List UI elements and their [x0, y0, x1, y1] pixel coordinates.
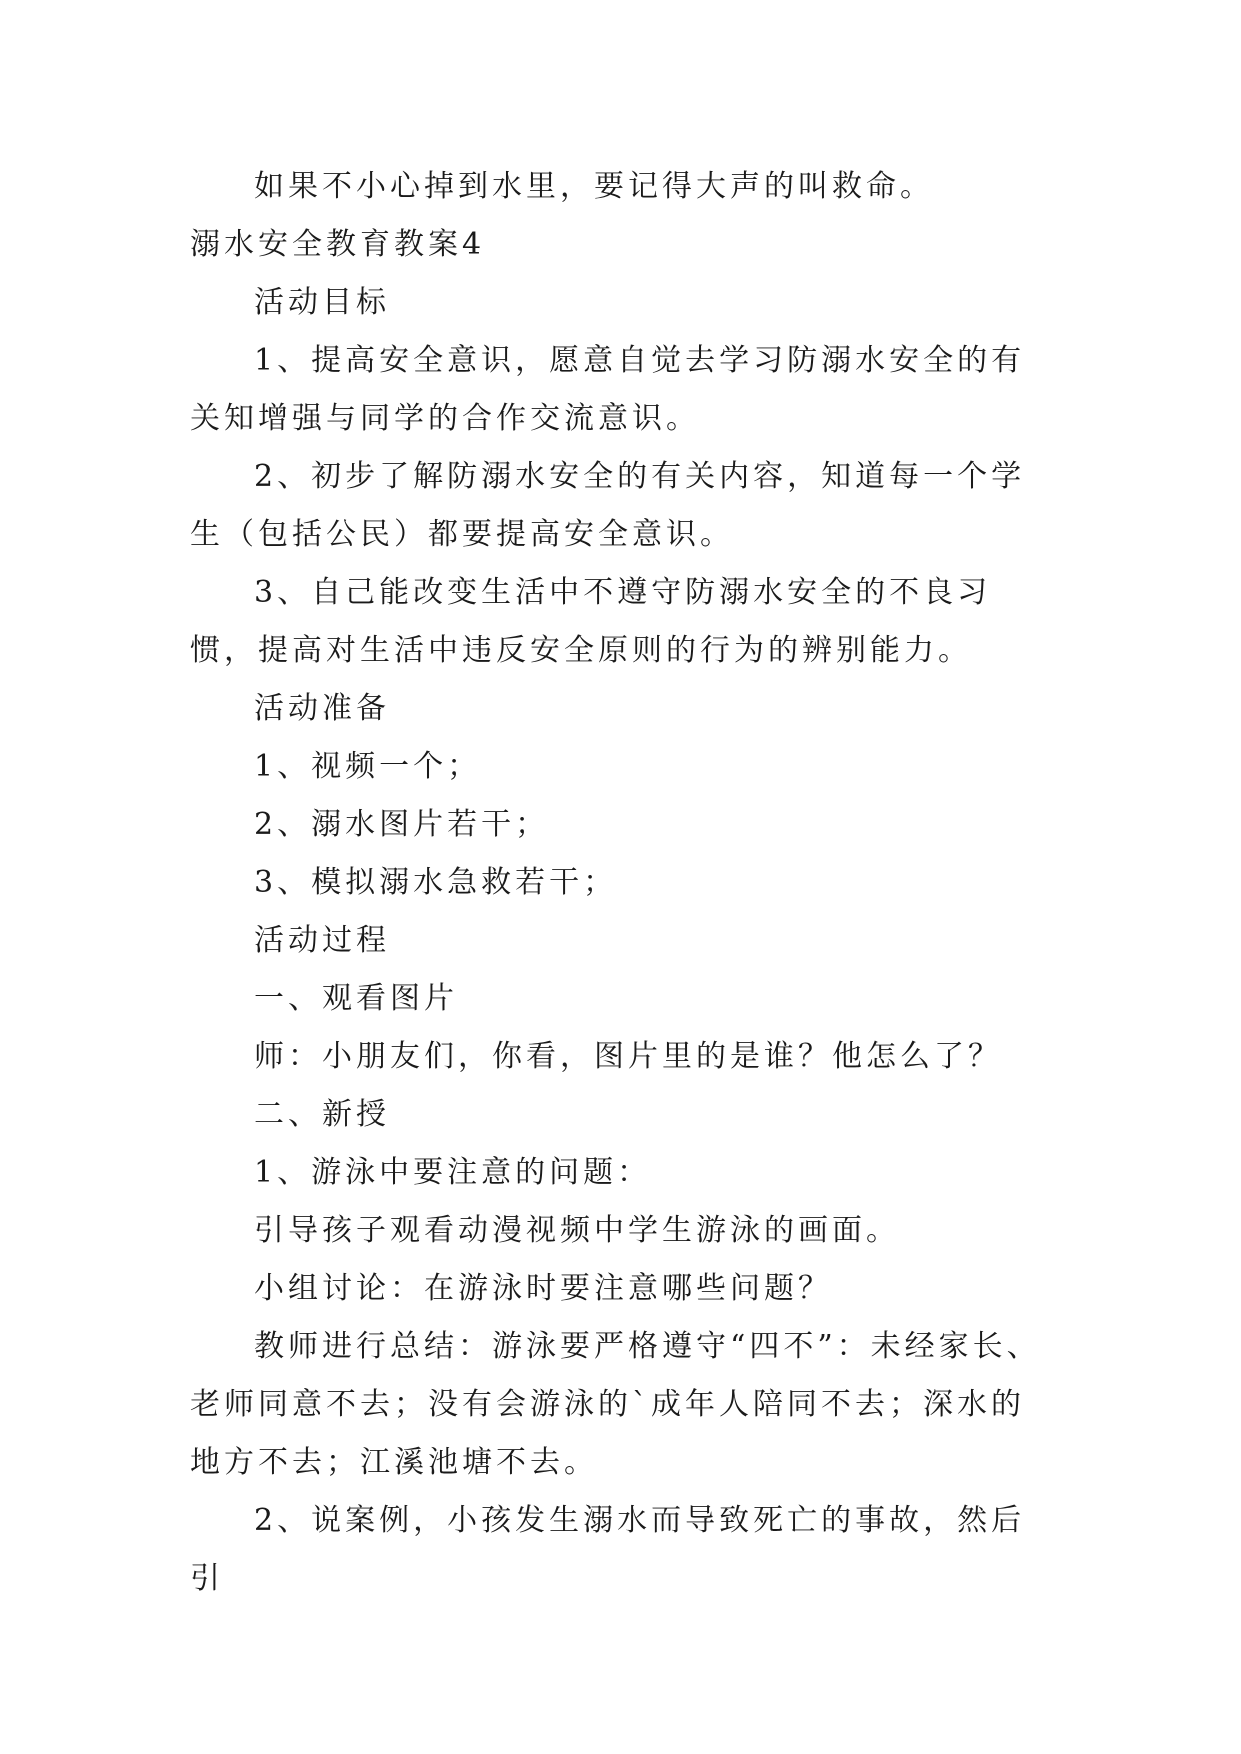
paragraph: 1、提高安全意识，愿意自觉去学习防溺水安全的有关知增强与同学的合作交流意识。	[190, 343, 1026, 436]
step-heading: 一、观看图片	[254, 981, 458, 1016]
document-body	[190, 158, 1052, 1608]
paragraph: 师：小朋友们，你看，图片里的是谁？他怎么了？	[254, 1039, 1002, 1074]
list-item: 1、游泳中要注意的问题：	[254, 1155, 652, 1190]
subheading-process: 活动过程	[254, 923, 390, 958]
paragraph: 小组讨论：在游泳时要注意哪些问题？	[254, 1271, 832, 1306]
section-title: 溺水安全教育教案4	[190, 227, 486, 262]
paragraph: 引导孩子观看动漫视频中学生游泳的画面。	[254, 1213, 900, 1248]
list-item: 1、视频一个；	[254, 749, 482, 784]
step-heading: 二、新授	[254, 1097, 390, 1132]
paragraph: 2、说案例，小孩发生溺水而导致死亡的事故，然后引	[190, 1503, 1026, 1596]
paragraph: 教师进行总结：游泳要严格遵守“四不”：未经家长、老师同意不去；没有会游泳的`成年人陪同不去；深水的地方不去；江溪池塘不去。	[190, 1329, 1041, 1480]
paragraph: 3、自己能改变生活中不遵守防溺水安全的不良习惯，提高对生活中违反安全原则的行为的辨别能力。	[190, 575, 992, 668]
paragraph: 如果不小心掉到水里，要记得大声的叫救命。	[254, 169, 934, 204]
subheading-preparation: 活动准备	[254, 691, 390, 726]
list-item: 2、溺水图片若干；	[254, 807, 550, 842]
subheading-goals: 活动目标	[254, 285, 390, 320]
paragraph: 2、初步了解防溺水安全的有关内容，知道每一个学生（包括公民）都要提高安全意识。	[190, 459, 1026, 552]
list-item: 3、模拟溺水急救若干；	[254, 865, 618, 900]
